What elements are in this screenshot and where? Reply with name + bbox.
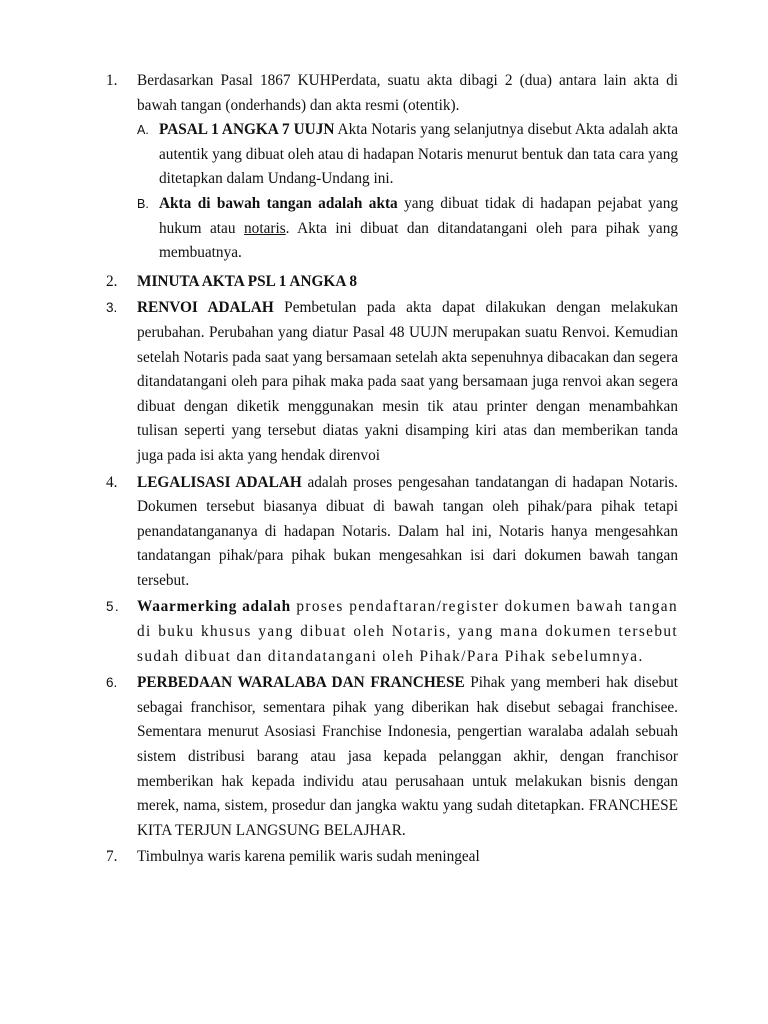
item-text: Berdasarkan Pasal 1867 KUHPerdata, suatu akta dibagi 2 (dua) antara lain akta di bawah tangan (onderhands) dan akta resmi (otentik). xyxy=(137,72,678,114)
item-text: proses pendaftaran/register dokumen bawah tangan di buku khusus yang dibuat oleh Notaris, yang mana dokumen tersebut sudah dibuat dan ditandatangani oleh Pihak/Para Pihak sebelumnya. xyxy=(137,598,679,665)
sub-item-letter: B. xyxy=(137,196,149,211)
item-heading: LEGALISASI ADALAH xyxy=(137,473,302,491)
item-heading: PERBEDAAN WARALABA DAN FRANCHESE xyxy=(137,674,465,692)
item-number: 1. xyxy=(106,72,118,89)
sub-item-text: yang dibuat tidak di hadapan pejabat yang hukum atau xyxy=(159,194,678,237)
item-heading: Waarmerking adalah xyxy=(137,598,291,616)
item-heading: MINUTA AKTA PSL 1 ANGKA 8 xyxy=(137,272,358,290)
item-text: Timbulnya waris karena pemilik waris sudah meningeal xyxy=(137,848,480,866)
sub-item-text: Akta Notaris yang selanjutnya disebut Akta adalah akta autentik yang dibuat oleh atau di hadapan Notaris menurut bentuk dan tata cara yang ditetapkan dalam Undang-Undang ini. xyxy=(159,121,678,188)
item-heading: RENVOI ADALAH xyxy=(137,299,274,317)
item-text: Pembetulan pada akta dapat dilakukan dengan melakukan perubahan. Perubahan yang diatur Pasal 48 UUJN merupakan suatu Renvoi. Kemudian setelah Notaris pada saat yang bersamaan setelah akta sepenuhnya dibacakan dan segera ditandatangani oleh para pihak maka pada saat yang bersamaan juga renvoi akan segera dibuat dengan diketik menggunakan mesin tik atau printer dengan menambahkan tulisan seperti yang tersebut diatas yakni disamping kiri atas dan memberikan tanda juga pada isi akta yang hendak direnvoi xyxy=(137,299,678,464)
sub-item-heading: Akta di bawah tangan adalah akta xyxy=(159,194,398,212)
sub-item-b xyxy=(137,192,678,266)
underlined-word: notaris xyxy=(244,219,286,237)
item-text: adalah proses pengesahan tandatangan di hadapan Notaris. Dokumen tersebut biasanya dibuat di bawah tangan oleh pihak/para pihak tetapi penandatangananya di hadapan Notaris. Dalam hal ini, Notaris hanya mengesahkan tandatangan pihak/para pihak bukan mengesahkan isi dari dokumen bawah tangan tersebut. xyxy=(137,473,678,589)
list-item-7 xyxy=(106,845,678,870)
item-number: 3. xyxy=(106,300,118,316)
numbered-list xyxy=(106,69,678,870)
sub-list xyxy=(137,118,678,266)
item-number: 6. xyxy=(106,675,118,691)
item-text: Pihak yang memberi hak disebut sebagai franchisor, sementara pihak yang diberikan hak disebut sebagai franchisee. Sementara menurut Asosiasi Franchise Indonesia, pengertian waralaba adalah sebuah sistem distribusi barang atau jasa kepada pelanggan akhir, dengan franchisor memberikan hak kepada individu atau perusahaan untuk melakukan bisnis dengan merek, nama, sistem, prosedur dan jangka waktu yang sudah ditetapkan. FRANCHESE KITA TERJUN LANGSUNG BELAJHAR. xyxy=(137,674,679,839)
list-item-1 xyxy=(106,69,678,266)
sub-item-heading: PASAL 1 ANGKA 7 UUJN xyxy=(159,121,335,139)
sub-item-a xyxy=(137,118,678,192)
sub-item-text-end: . Akta ini dibuat dan ditandatangani oleh para pihak yang membuatnya. xyxy=(159,219,679,262)
item-number: 2. xyxy=(106,272,118,290)
item-number: 7. xyxy=(106,848,118,866)
item-number: 5. xyxy=(106,599,121,615)
list-item-3 xyxy=(106,296,678,468)
item-number: 4. xyxy=(106,473,118,491)
sub-item-letter: A. xyxy=(137,123,149,138)
list-item-2 xyxy=(106,270,678,295)
list-item-5 xyxy=(106,595,678,669)
list-item-4 xyxy=(106,471,678,594)
list-item-6 xyxy=(106,671,678,843)
